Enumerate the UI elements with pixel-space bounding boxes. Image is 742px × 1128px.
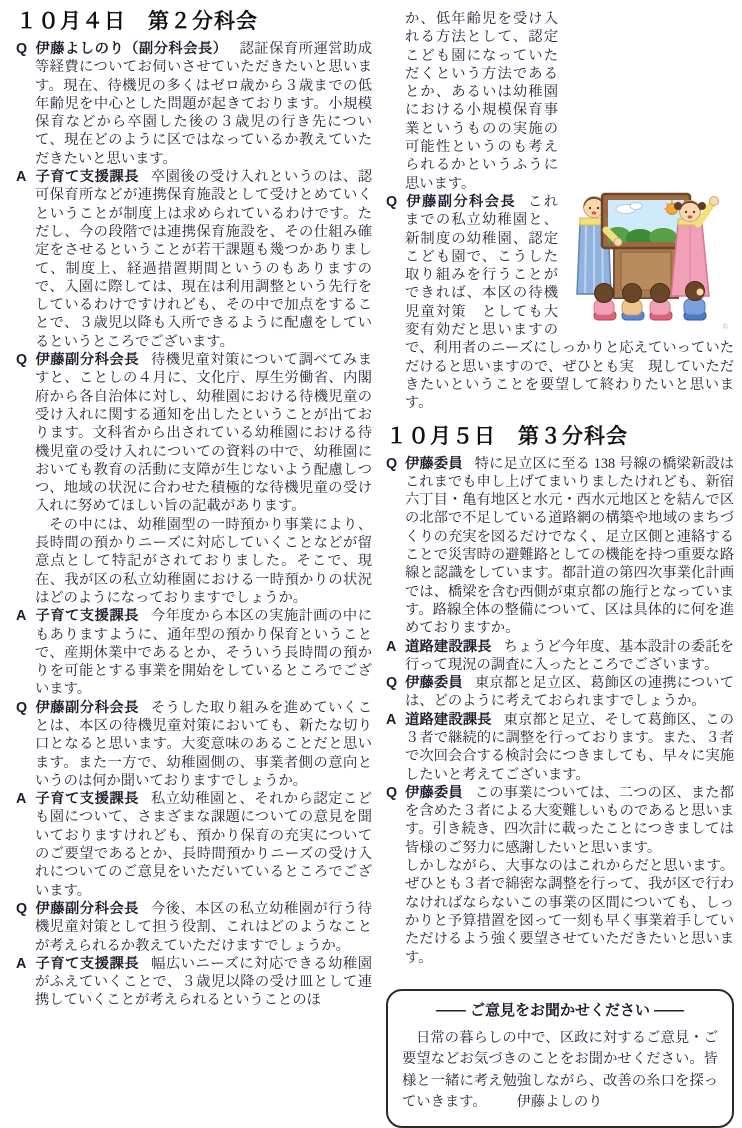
answer-marker: A [386,638,397,655]
question-marker: Q [386,784,398,801]
question-marker: Q [386,193,398,210]
right-column [386,10,734,1128]
answer-marker: A [16,955,27,972]
speaker-name: 子育て支援課長 [35,791,139,808]
qa-text: 幅広いニーズに対応できる幼稚園がふえていくことで、３歳児以降の受け皿として連携していくことが考えられるということのほ [35,955,372,1009]
continuation-paragraph: か、低年齢児を受け入れる方法として、認定こども園になっていただくという方法であるとか、あるいは幼稚園における小規模保育事業というものの実施の可能性というのも考えられるかというふうに思います。 [405,11,558,192]
continuation-paragraph: その中には、幼稚園型の一時預かり事業により、長時間の預かりニーズに対応していくことなどが留意点として特記がされておりました。そこで、現在、我が区の私立幼稚園における一時預かりの状況はどのようになっておりますでしょうか。 [35,516,372,606]
speaker-name: 伊藤委員 [405,455,463,472]
signature: 伊藤よしのり [516,1094,603,1111]
continuation-paragraph: しかしながら、大事なのはこれからだと思います。ぜひとも３者で綿密な調整を行って、我が区で行わなければならないこの事業の区間についても、しっかりと予算措置を図って一刻も早く事業着手していただけるよう強く要望させていただきたいと思います。 [405,858,734,966]
qa-block [386,784,734,857]
left-column [16,10,372,1010]
qa-block [386,674,734,711]
answer-marker: A [16,791,27,808]
qa-text: 特に足立区に至る 138 号線の橋梁新設はこれまでも申し上げてまいりましたけれども、新宿六丁目・亀有地区と水元・西水元地区とを結んで区の北部で不足している道路網の構築や地域のまちづくりの充実を図るだけでなく、足立区側と連絡することで災害時の避難路としての機能を持つ重要な路線と認識をしています。都計道の第四次事業化計画では、橋梁を含む西側が東京都の施行となっています。路線全体の整備について、区は具体的に何を進めておりますか。 [405,455,734,637]
speaker-name: 伊藤副分科会長 [35,352,139,369]
speaker-name: 道路建設課長 [405,638,492,655]
qa-block [16,699,372,790]
qa-block [16,168,372,351]
qa-text: 卒園後の受け入れというのは、認可保育所などが連携保育施設として受けとめていくということが制度上は求められているわけです。ただし、今の段階では連携保育施設を、その仕組み確定をさせるということが若干課題も幾つかありまして、制度上、経過措置期間というのもありますので、入園に際しては、現在は利用調整という先行をしているわけですけれども、その中で加点をすることで、３歳児以降も入所できるように配慮をしているというところでございます。 [35,169,373,350]
feedback-request-box [386,989,734,1128]
qa-block [386,638,734,675]
qa-text: 認証保育所運営助成等経費についてお伺いさせていただきたいと思います。現在、待機児の多くはゼロ歳から３歳までの低年齢児を中心とした問題が起きております。小規模保育などから卒園した後の３歳児の行き先について、現在どのように区ではなっているか教えていただきたいと思います。 [35,41,373,167]
answer-marker: A [386,711,397,728]
qa-text: 私立幼稚園と、それから認定こども園について、さまざまな課題についての意見を聞いておりますけれども、預かり保育の充実についてのご要望であるとか、長時間預かりニーズの受け入れについてのご意見をいただいているところでございます。 [35,791,373,899]
qa-block [16,955,372,1010]
qa-text: ちょうど今年度、基本設計の委託を行って現況の調査に入ったところでございます。 [405,638,735,673]
speaker-name: 子育て支援課長 [35,169,139,186]
qa-text: この事業については、二つの区、また都を含めた３者による大変難しいものであると思います。引き続き、四次計に載ったことにつきましては皆様のご努力に感謝したいと思います。 [405,784,734,856]
question-marker: Q [16,900,28,917]
speaker-name: 伊藤副分科会長 [35,699,139,716]
speaker-name: 伊藤よしのり（副分科会長） [35,41,228,57]
qa-text: これまでの私立幼稚園と、新制度の幼稚園、認定こども園で、こうした取り組みを行うことができれば、本区の待機児童対策 としても大変有効だと思いますので、利用者のニーズにしっかりと応えていっていただけると思いますので、ぜひとも実 現していただきたいということを要望して終わりたいと思います。 [405,193,734,412]
question-marker: Q [16,699,28,716]
speaker-name: 道路建設課長 [405,711,492,728]
speaker-name: 伊藤委員 [405,784,463,801]
qa-text: 東京都と足立区、葛飾区の連携については、どのように考えておられますでしょうか。 [405,675,734,710]
qa-block [16,351,372,516]
speaker-name: 子育て支援課長 [35,608,139,625]
qa-text: そうした取り組みを進めていくことは、本区の待機児童対策においても、新たな切り口となると思います。大変意味のあることだと思います。また一方で、幼稚園側の、事業者側の意向というのは何か聞いておりますでしょうか。 [35,699,373,789]
kamishibai-illustration [566,182,734,332]
question-marker: Q [16,352,28,369]
section-heading-oct4: １０月４日 第２分科会 [16,10,258,33]
qa-text: 今後、本区の私立幼稚園が行う待機児童対策として担う役割、これはどのようなことが考えられるか教えていただけますでしょうか。 [35,900,373,954]
section-heading-oct5: １０月５日 第３分科会 [386,424,628,448]
qa-text: 東京都と足立、そして葛飾区、この３者で継続的に調整を行っております。また、３者で次回会合する検討会につきましても、早々に実施したいと考えてございます。 [405,711,735,783]
answer-marker: A [16,169,27,186]
speaker-name: 伊藤副分科会長 [405,193,517,210]
kamishibai-storytime-clipart [566,182,734,332]
feedback-box-title: ―― ご意見をお聞かせください ―― [435,1001,685,1019]
question-marker: Q [386,675,398,692]
qa-text: 待機児童対策について調べてみますと、ことしの４月に、文化庁、厚生労働省、内閣府から各自治体に対し、幼稚園における待機児童の受け入れに関する通知を出したということが出ております。文科省から出されている幼稚園における待機児童の受け入れについての資料の中で、幼稚園においても教育の活動に支障が生じないよう配慮しつつ、地域の状況に合わせた積極的な待機児童の受け入れに努めてほしい旨の記載があります。 [35,352,373,515]
qa-block [16,607,372,698]
feedback-box-text: 日常の暮らしの中で、区政に対するご意見・ご要望などお気づきのことをお聞かせください。皆様と一緒に考え勉強しながら、改善の糸口を探っていきます。 [402,1029,718,1111]
speaker-name: 伊藤委員 [405,675,463,692]
qa-block [386,711,734,784]
illustration-credit: © [722,323,728,331]
qa-block [16,900,372,955]
answer-marker: A [16,608,27,625]
speaker-name: 子育て支援課長 [35,955,140,972]
speaker-name: 伊藤副分科会長 [35,900,139,917]
qa-text: 今年度から本区の実施計画の中にもありますように、通年型の預かり保育ということで、産期休業中であるとか、そういう長時間の預かりを可能とする事業を開始をしているところでございます。 [35,608,373,698]
question-marker: Q [386,455,398,472]
question-marker: Q [16,41,28,57]
qa-block [16,40,372,168]
qa-block [16,790,372,900]
feedback-box-body [402,1028,718,1114]
qa-block [386,455,734,638]
